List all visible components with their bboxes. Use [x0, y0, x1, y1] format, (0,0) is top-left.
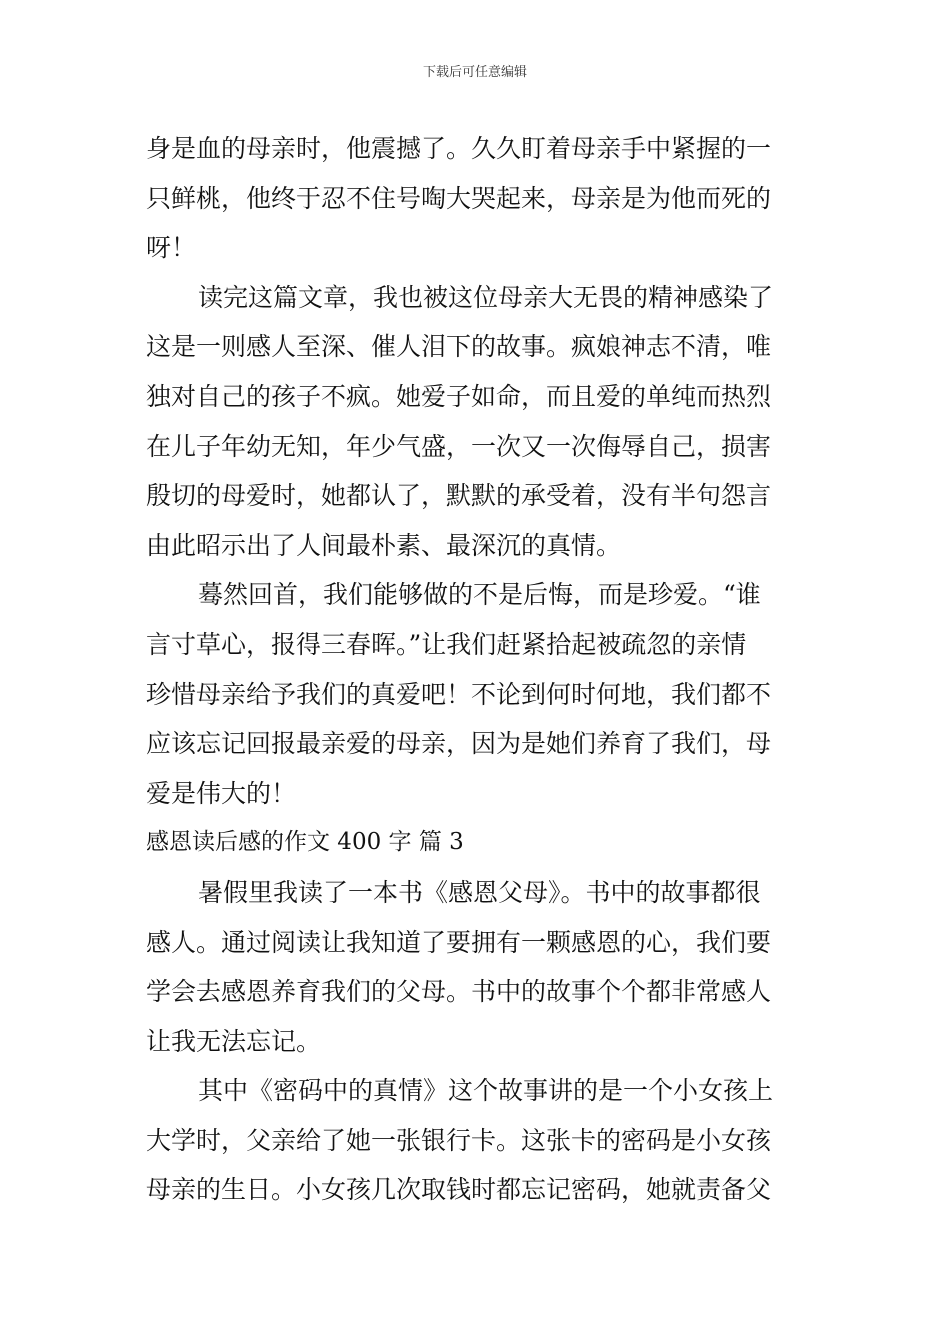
text-line: 在儿子年幼无知，年少气盛，一次又一次侮辱自己，损害	[146, 431, 772, 461]
text-line: 只鲜桃，他终于忍不住号啕大哭起来，母亲是为他而死的	[146, 183, 772, 213]
section-heading: 感恩读后感的作文 400 字 篇 3	[146, 829, 464, 856]
text-line: 爱是伟大的！	[146, 778, 297, 808]
text-line: 母亲的生日。小女孩几次取钱时都忘记密码，她就责备父	[146, 1175, 772, 1205]
text-line: 其中《密码中的真情》这个故事讲的是一个小女孩上	[198, 1076, 774, 1106]
text-line: 感人。通过阅读让我知道了要拥有一颗感恩的心，我们要	[146, 927, 772, 957]
text-line: 暑假里我读了一本书《感恩父母》。书中的故事都很	[198, 877, 761, 907]
text-line: 由此昭示出了人间最朴素、最深沉的真情。	[146, 530, 622, 560]
text-line: 言寸草心，报得三春晖。”让我们赶紧拾起被疏忽的亲情	[146, 629, 747, 659]
text-line: 读完这篇文章，我也被这位母亲大无畏的精神感染了	[198, 282, 774, 312]
page-header: 下载后可任意编辑	[422, 65, 527, 80]
text-line: 让我无法忘记。	[146, 1026, 322, 1056]
text-line: 身是血的母亲时，他震撼了。久久盯着母亲手中紧握的一	[146, 134, 772, 163]
text-line: 独对自己的孩子不疯。她爱子如命，而且爱的单纯而热烈	[146, 381, 772, 411]
text-line: 学会去感恩养育我们的父母。书中的故事个个都非常感人	[146, 977, 772, 1007]
text-line: 珍惜母亲给予我们的真爱吧！不论到何时何地，我们都不	[146, 679, 772, 709]
text-line: 应该忘记回报最亲爱的母亲，因为是她们养育了我们，母	[146, 729, 772, 759]
text-line: 呀！	[146, 233, 197, 263]
text-line: 蓦然回首，我们能够做的不是后悔，而是珍爱。“谁	[198, 580, 761, 610]
body-text	[146, 124, 826, 1215]
text-line: 殷切的母爱时，她都认了，默默的承受着，没有半句怨言	[146, 481, 772, 511]
text-line: 大学时，父亲给了她一张银行卡。这张卡的密码是小女孩	[146, 1125, 772, 1155]
text-line: 这是一则感人至深、催人泪下的故事。疯娘神志不清，唯	[146, 332, 772, 362]
